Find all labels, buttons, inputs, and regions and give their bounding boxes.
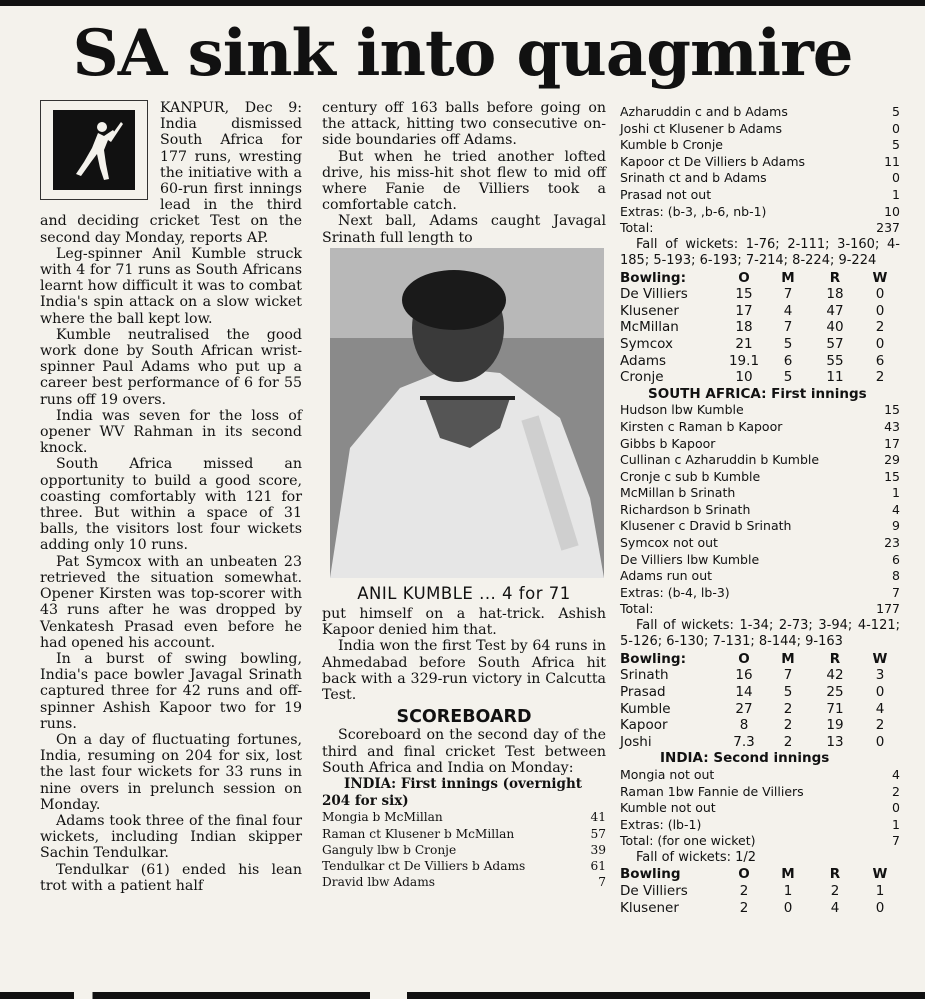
article-column-2 — [322, 100, 606, 891]
top-rule — [0, 0, 925, 6]
paragraph: put himself on a hat-trick. Ashish Kapoor denied him that. — [322, 606, 606, 639]
batting-row: Srinath ct and b Adams 0 — [620, 170, 900, 186]
fall-of-wickets: Fall of wickets: 1-34; 2-73; 3-94; 4-121; 5-126; 6-130; 7-131; 8-144; 9-163 — [620, 618, 900, 650]
paragraph: Leg-spinner Anil Kumble struck with 4 for 71 runs as South Africans learnt how difficult it was to combat India's spin attack on a slow wicket where the ball kept low. — [40, 245, 302, 327]
batting-row: Prasad not out 1 — [620, 186, 900, 202]
scoreboard-intro: Scoreboard on the second day of the third and final cricket Test between South Africa and India on Monday: — [322, 727, 606, 776]
batting-row: Klusener c Dravid b Srinath 9 — [620, 518, 900, 534]
batting-row: Joshi ct Klusener b Adams 0 — [620, 120, 900, 136]
scoreboard-column — [620, 104, 900, 916]
bowling-header: Bowling O M R W — [620, 866, 888, 883]
bowling-row: De Villiers 15 7 18 0 — [620, 286, 885, 303]
extras-row: Extras: (b-3, ,b-6, nb-1) 10 — [620, 203, 900, 219]
batting-row: McMillan b Srinath 1 — [620, 485, 900, 501]
bowling-row: Cronje 10 5 11 2 — [620, 369, 885, 386]
paragraph: Pat Symcox with an unbeaten 23 retrieved the situation somewhat. Opener Kirsten was top-scorer with 43 runs after he was dropped by Venkatesh Prasad even before he had opened his account. — [40, 553, 302, 651]
paragraph: century off 163 balls before going on the attack, hitting two consecutive on-side boundaries off Adams. — [322, 100, 606, 149]
batting-row: Kapoor ct De Villiers b Adams 11 — [620, 153, 900, 169]
paragraph: KANPUR, Dec 9: India dismissed South Africa for 177 runs, wresting the initiative with a 60-run first innings lead in the third and deciding cricket Test on the second day Monday, reports AP. — [40, 100, 302, 246]
player-photo — [330, 248, 604, 578]
bowling-row: Kapoor 8 2 19 2 — [620, 717, 885, 734]
batting-row: Hudson lbw Kumble 15 — [620, 402, 900, 418]
batting-row: Kumble not out 0 — [620, 800, 900, 816]
batting-row: Cullinan c Azharuddin b Kumble 29 — [620, 452, 900, 468]
paragraph: On a day of fluctuating fortunes, India, resuming on 204 for six, lost the last four wickets for 33 runs in nine overs in prelunch session on Monday. — [40, 731, 302, 813]
paragraph: Adams took three of the final four wickets, including Indian skipper Sachin Tendulkar. — [40, 812, 302, 862]
next-headline-fragment — [0, 988, 925, 999]
bowling-row: McMillan 18 7 40 2 — [620, 319, 885, 336]
bowling-row: Srinath 16 7 42 3 — [620, 667, 885, 684]
batting-row: Richardson b Srinath 4 — [620, 501, 900, 517]
batting-row: De Villiers lbw Kumble 6 — [620, 551, 900, 567]
batting-row: Symcox not out 23 — [620, 535, 900, 551]
fall-of-wickets: Fall of wickets: 1/2 — [636, 849, 757, 865]
bowling-header: Bowling: O M R W — [620, 269, 888, 286]
batting-row: Raman ct Klusener b McMillan 57 — [322, 826, 606, 841]
paragraph: In a burst of swing bowling, India's pace bowler Javagal Srinath captured three for 42 runs and off-spinner Ashish Kapoor two for 19 runs. — [40, 650, 302, 732]
india-first-rows-b — [620, 104, 900, 237]
bowling-row: De Villiers 2 1 2 1 — [620, 882, 885, 899]
paragraph: India won the first Test by 64 runs in Ahmedabad before South Africa hit back with a 329-run victory in Calcutta Test. — [322, 638, 606, 704]
bowling-header: Bowling: O M R W — [620, 650, 888, 667]
total-row: Total: (for one wicket) 7 — [620, 833, 900, 849]
fall-of-wickets: Fall of wickets: 1-76; 2-111; 3-160; 4-185; 5-193; 6-193; 7-214; 8-224; 9-224 — [620, 236, 900, 269]
batting-row: Mongia not out 4 — [620, 767, 900, 782]
article-column-1 — [40, 100, 302, 894]
batting-row: Mongia b McMillan 41 — [322, 810, 606, 825]
paragraph: But when he tried another lofted drive, his miss-hit shot flew to mid off where Fanie de Villiers took a comfortable catch. — [322, 148, 606, 214]
sa-first-rows — [620, 402, 900, 618]
bowling-row: Prasad 14 5 25 0 — [620, 684, 885, 701]
bowling-row: Kumble 27 2 71 4 — [620, 700, 885, 717]
batting-row: Cronje c sub b Kumble 15 — [620, 468, 900, 484]
bowling-row: Symcox 21 5 57 0 — [620, 335, 885, 352]
paragraph: Tendulkar (61) ended his lean trot with a patient half — [40, 861, 302, 894]
extras-row: Extras: (lb-1) 1 — [620, 816, 900, 832]
headline: SA sink into quagmire — [72, 16, 853, 91]
batting-row: Adams run out 8 — [620, 568, 900, 584]
batsman-icon — [64, 118, 124, 182]
photo-caption: ANIL KUMBLE ... 4 for 71 — [357, 583, 571, 603]
batting-row: Azharuddin c and b Adams 5 — [620, 104, 900, 119]
innings-heading: INDIA: First innings (overnight 204 for six) — [322, 776, 583, 809]
total-row: Total: 237 — [620, 220, 900, 236]
paragraph: South Africa missed an opportunity to build a good score, coasting comfortably with 121 for three. But within a space of 31 balls, the visitors lost four wickets adding only 10 runs. — [40, 456, 302, 554]
scoreboard-title: SCOREBOARD — [396, 707, 532, 728]
batting-row: Dravid lbw Adams 7 — [322, 875, 606, 890]
paragraph: Kumble neutralised the good work done by South African wrist-spinner Paul Adams who put up a career best performance of 6 for 55 runs off 19 overs. — [40, 326, 302, 408]
innings-heading: SOUTH AFRICA: First innings — [648, 385, 867, 402]
batting-row: Gibbs b Kapoor 17 — [620, 435, 900, 451]
batting-row: Ganguly lbw b Cronje 39 — [322, 842, 606, 857]
paragraph: India was seven for the loss of opener WV Rahman in its second knock. — [40, 407, 302, 457]
bowling-row: Joshi 7.3 2 13 0 — [620, 733, 885, 750]
innings-heading: INDIA: Second innings — [660, 750, 830, 767]
paragraph: Next ball, Adams caught Javagal Srinath full length to — [322, 213, 606, 246]
batting-row: Kirsten c Raman b Kapoor 43 — [620, 418, 900, 434]
bowling-row: Adams 19.1 6 55 6 — [620, 352, 885, 369]
india-first-rows-a — [322, 809, 606, 890]
batting-row: Kumble b Cronje 5 — [620, 137, 900, 153]
batting-row: Tendulkar ct De Villiers b Adams 61 — [322, 859, 606, 874]
batting-row: Raman 1bw Fannie de Villiers 2 — [620, 783, 900, 799]
cricket-logo — [40, 100, 148, 200]
total-row: Total: 177 — [620, 601, 900, 617]
extras-row: Extras: (b-4, lb-3) 7 — [620, 584, 900, 600]
bowling-row: Klusener 2 0 4 0 — [620, 899, 885, 916]
bowling-row: Klusener 17 4 47 0 — [620, 302, 885, 319]
india-second-rows — [620, 767, 900, 850]
